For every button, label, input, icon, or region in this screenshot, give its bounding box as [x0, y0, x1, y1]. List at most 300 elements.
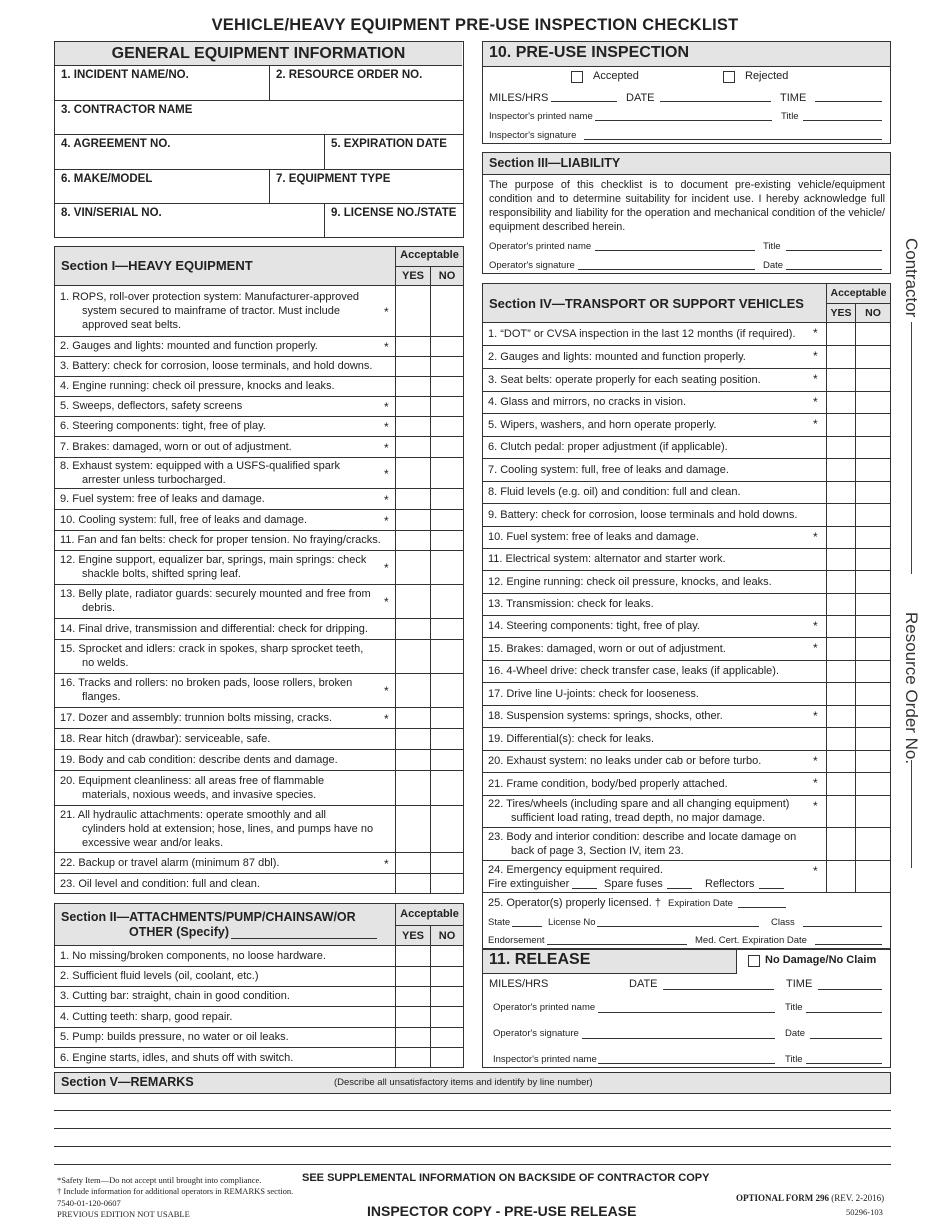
section1-item-line: 14. Final drive, transmission and differential: check for dripping.: [60, 623, 368, 635]
class-label: Class: [771, 917, 795, 928]
safety-star: *: [384, 595, 389, 609]
section2-item: 6. Engine starts, idles, and shuts off with switch.: [60, 1052, 294, 1064]
license-no-input[interactable]: [597, 926, 759, 927]
vin-serial-field[interactable]: 8. VIN/SERIAL NO.: [61, 207, 162, 219]
yes-cell[interactable]: [396, 640, 430, 672]
no-cell[interactable]: [431, 619, 463, 638]
operator-name-label: Operator's printed name: [489, 241, 592, 252]
no-cell[interactable]: [431, 987, 463, 1005]
yes-cell[interactable]: [396, 806, 430, 851]
specify-input[interactable]: [231, 938, 377, 939]
divider: [395, 925, 464, 926]
yes-cell[interactable]: [827, 594, 855, 614]
inspector-name-input[interactable]: [595, 120, 772, 121]
section1-item-line: flanges.: [82, 691, 121, 703]
yes-cell[interactable]: [396, 417, 430, 435]
no-cell[interactable]: [856, 683, 890, 704]
no-cell[interactable]: [856, 861, 890, 891]
class-input[interactable]: [803, 926, 882, 927]
reflectors-input[interactable]: [759, 888, 784, 889]
yes-cell[interactable]: [396, 750, 430, 769]
yes-cell[interactable]: [396, 987, 430, 1005]
liability-text-2: condition and to determine suitability for incident use. I hereby acknowledge full: [489, 193, 885, 205]
section1-item-line: 5. Sweeps, deflectors, safety screens: [60, 400, 243, 412]
no-cell[interactable]: [431, 531, 463, 549]
yes-cell[interactable]: [827, 728, 855, 749]
no-cell[interactable]: [431, 853, 463, 872]
no-cell[interactable]: [856, 728, 890, 749]
yes-cell[interactable]: [396, 531, 430, 549]
no-cell[interactable]: [431, 458, 463, 487]
yes-cell[interactable]: [396, 1048, 430, 1067]
state-label: State: [488, 917, 511, 928]
yes-label: YES: [401, 930, 424, 942]
section4-item-line: 23. Body and interior condition: describe and locate damage on: [488, 831, 797, 843]
section4-item-line: 11. Electrical system: alternator and starter work.: [488, 553, 726, 565]
liability-text-1: The purpose of this checklist is to document pre-existing vehicle/equipment: [489, 179, 885, 191]
release-header: 11. RELEASE: [489, 951, 591, 968]
section4-item-line: 15. Brakes: damaged, worn or out of adjustment.: [488, 643, 726, 655]
time-label: TIME: [786, 978, 813, 990]
yes-cell[interactable]: [396, 357, 430, 375]
no-cell[interactable]: [431, 946, 463, 965]
no-cell[interactable]: [856, 414, 890, 435]
yes-cell[interactable]: [827, 323, 855, 344]
fire-extinguisher-input[interactable]: [572, 888, 597, 889]
supplemental-note: SEE SUPPLEMENTAL INFORMATION ON BACKSIDE OF CONTRACTOR COPY: [302, 1172, 710, 1184]
spare-fuses-input[interactable]: [667, 888, 692, 889]
section4-item-line: 14. Steering components: tight, free of play.: [488, 620, 700, 632]
med-cert-label: Med. Cert. Expiration Date: [695, 935, 807, 946]
yes-cell[interactable]: [396, 771, 430, 804]
section1-item-line: 9. Fuel system: free of leaks and damage.: [60, 493, 265, 505]
safety-star: *: [384, 514, 389, 528]
section1-item-line: debris.: [82, 602, 116, 614]
safety-star: *: [813, 776, 818, 790]
no-cell[interactable]: [431, 771, 463, 804]
rejected-checkbox[interactable]: [723, 71, 735, 83]
endorsement-input[interactable]: [547, 944, 687, 945]
section4-item-line: 20. Exhaust system: no leaks under cab or before turbo.: [488, 755, 762, 767]
remarks-line[interactable]: [54, 1128, 891, 1129]
no-cell[interactable]: [856, 437, 890, 457]
safety-star: *: [384, 305, 389, 319]
yes-cell[interactable]: [827, 751, 855, 771]
yes-cell[interactable]: [396, 458, 430, 487]
no-cell[interactable]: [856, 616, 890, 636]
date-label: DATE: [626, 92, 655, 104]
section1-item-line: shackle bolts, shifted spring leaf.: [82, 568, 241, 580]
no-cell[interactable]: [856, 527, 890, 547]
section4-item-line: 3. Seat belts: operate properly for each seating position.: [488, 374, 761, 386]
yes-cell[interactable]: [396, 853, 430, 872]
safety-star: *: [813, 709, 818, 723]
inspector-signature-input[interactable]: [584, 139, 882, 140]
yes-cell[interactable]: [396, 489, 430, 508]
section4-item-line: 6. Clutch pedal: proper adjustment (if applicable).: [488, 441, 728, 453]
yes-cell[interactable]: [396, 946, 430, 965]
no-cell[interactable]: [431, 437, 463, 456]
no-cell[interactable]: [431, 377, 463, 395]
expiration-date-label: Expiration Date: [668, 898, 733, 909]
section4-item-line: 5. Wipers, washers, and horn operate properly.: [488, 419, 717, 431]
yes-cell[interactable]: [827, 482, 855, 502]
operator-signature-input[interactable]: [582, 1038, 775, 1039]
section1-item-line: 19. Body and cab condition: describe dents and damage.: [60, 754, 338, 766]
section4-item-line: 16. 4-Wheel drive: check transfer case, leaks (if applicable).: [488, 665, 780, 677]
section1-item-line: 15. Sprocket and idlers: crack in spokes, sharp sprocket teeth,: [60, 643, 364, 655]
no-cell[interactable]: [431, 397, 463, 415]
divider: [54, 169, 464, 170]
yes-cell[interactable]: [396, 1028, 430, 1046]
title-input[interactable]: [806, 1063, 882, 1064]
no-cell[interactable]: [431, 806, 463, 851]
divider: [482, 892, 891, 893]
safety-star: *: [384, 493, 389, 507]
title-label: Title: [785, 1002, 803, 1013]
section4-item-line: 1. “DOT” or CVSA inspection in the last 12 months (if required).: [488, 328, 796, 340]
section1-item-line: 21. All hydraulic attachments: operate smoothly and all: [60, 809, 326, 821]
no-cell[interactable]: [856, 773, 890, 794]
no-cell[interactable]: [431, 874, 463, 893]
divider: [826, 303, 891, 304]
section1-item-line: 12. Engine support, equalizer bar, springs, main springs: check: [60, 554, 367, 566]
inspector-name-label: Inspector's printed name: [493, 1054, 597, 1065]
title-input[interactable]: [786, 250, 882, 251]
no-cell[interactable]: [431, 1007, 463, 1026]
section1-item-line: 11. Fan and fan belts: check for proper tension. No fraying/cracks.: [60, 534, 381, 546]
no-cell[interactable]: [431, 729, 463, 748]
divider: [324, 203, 325, 238]
yes-label: YES: [401, 270, 424, 282]
acceptable-label: Acceptable: [400, 249, 459, 261]
section1-item-line: 4. Engine running: check oil pressure, knocks and leaks.: [60, 380, 335, 392]
section1-item-line: 1. ROPS, roll-over protection system: Manufacturer-approved: [60, 291, 359, 303]
yes-cell[interactable]: [396, 619, 430, 638]
yes-cell[interactable]: [827, 437, 855, 457]
resource-order-side-line[interactable]: [911, 760, 912, 868]
yes-cell[interactable]: [827, 861, 855, 891]
divider: [54, 100, 464, 101]
yes-cell[interactable]: [827, 796, 855, 826]
date-label: DATE: [629, 978, 658, 990]
no-cell[interactable]: [431, 1028, 463, 1046]
section4-item-line: 2. Gauges and lights: mounted and function properly.: [488, 351, 746, 363]
section1-item-line: 2. Gauges and lights: mounted and function properly.: [60, 340, 318, 352]
miles-hrs-label: MILES/HRS: [489, 92, 549, 104]
liability-text-3: responsibility and liability for the operation and mechanical condition of the vehicle/: [489, 207, 885, 219]
yes-cell[interactable]: [827, 616, 855, 636]
yes-cell[interactable]: [396, 286, 430, 335]
no-cell[interactable]: [856, 828, 890, 859]
section2-item: 4. Cutting teeth: sharp, good repair.: [60, 1011, 233, 1023]
equipment-type-field[interactable]: 7. EQUIPMENT TYPE: [276, 173, 391, 185]
section1-item-line: 23. Oil level and condition: full and clean.: [60, 878, 260, 890]
yes-cell[interactable]: [827, 392, 855, 412]
safety-star: *: [813, 349, 818, 363]
item-25-label: 25. Operator(s) properly licensed. †: [488, 897, 662, 909]
no-cell[interactable]: [856, 638, 890, 659]
operator-name-input[interactable]: [595, 250, 755, 251]
yes-cell[interactable]: [396, 1007, 430, 1026]
section1-item-line: system secured to mainframe of tractor. Must include: [82, 305, 340, 317]
time-input[interactable]: [818, 989, 882, 990]
agreement-no-field[interactable]: 4. AGREEMENT NO.: [61, 138, 171, 150]
safety-star: *: [813, 372, 818, 386]
divider: [269, 65, 270, 100]
pre-use-header: 10. PRE-USE INSPECTION: [489, 44, 690, 61]
state-input[interactable]: [512, 926, 542, 927]
section4-item-line: 10. Fuel system: free of leaks and damage.: [488, 531, 699, 543]
operator-name-label: Operator's printed name: [493, 1002, 596, 1013]
safety-star: *: [813, 530, 818, 544]
date-input[interactable]: [810, 1038, 882, 1039]
title-label: Title: [785, 1054, 803, 1065]
yes-cell[interactable]: [827, 828, 855, 859]
date-label: Date: [763, 260, 784, 271]
no-cell[interactable]: [856, 594, 890, 614]
expiration-date-field[interactable]: 5. EXPIRATION DATE: [331, 138, 447, 150]
yes-cell[interactable]: [396, 437, 430, 456]
safety-star: *: [384, 420, 389, 434]
accepted-label: Accepted: [593, 70, 639, 82]
contractor-side-label: Contractor: [902, 238, 921, 318]
no-cell[interactable]: [431, 708, 463, 727]
yes-cell[interactable]: [827, 773, 855, 794]
no-cell[interactable]: [856, 706, 890, 726]
no-cell[interactable]: [431, 337, 463, 355]
section4-item-line: 12. Engine running: check oil pressure, knocks, and leaks.: [488, 576, 772, 588]
accepted-checkbox[interactable]: [571, 71, 583, 83]
yes-cell[interactable]: [827, 346, 855, 367]
no-cell[interactable]: [856, 482, 890, 502]
yes-cell[interactable]: [827, 571, 855, 592]
yes-cell[interactable]: [396, 585, 430, 617]
previous-edition: PREVIOUS EDITION NOT USABLE: [57, 1209, 190, 1219]
no-cell[interactable]: [431, 357, 463, 375]
safety-star: *: [384, 441, 389, 455]
acceptable-label: Acceptable: [400, 908, 459, 920]
contractor-side-line[interactable]: [911, 322, 912, 574]
no-label: NO: [438, 930, 456, 942]
divider: [395, 266, 464, 267]
yes-cell[interactable]: [827, 638, 855, 659]
divider: [269, 169, 270, 203]
incident-name-field[interactable]: 1. INCIDENT NAME/NO.: [61, 69, 189, 81]
divider: [54, 134, 464, 135]
section1-item-line: 17. Dozer and assembly: trunnion bolts missing, cracks.: [60, 712, 333, 724]
expiration-date-input[interactable]: [738, 907, 786, 908]
yes-cell[interactable]: [396, 510, 430, 529]
no-cell[interactable]: [431, 417, 463, 435]
section1-item-line: 22. Backup or travel alarm (minimum 87 dbl).: [60, 857, 280, 869]
section4-item-line: 4. Glass and mirrors, no cracks in vision.: [488, 396, 687, 408]
make-model-field[interactable]: 6. MAKE/MODEL: [61, 173, 153, 185]
miles-hrs-input[interactable]: [551, 101, 617, 102]
safety-star: *: [813, 864, 818, 878]
yes-cell[interactable]: [827, 369, 855, 390]
section1-item-line: arrester unless turbocharged.: [82, 474, 226, 486]
safety-star: *: [813, 395, 818, 409]
no-cell[interactable]: [431, 585, 463, 617]
liability-header: Section III—LIABILITY: [489, 156, 621, 170]
no-cell[interactable]: [856, 661, 890, 681]
section1-item-line: 20. Equipment cleanliness: all areas free of flammable: [60, 775, 325, 787]
no-cell[interactable]: [856, 323, 890, 344]
yes-cell[interactable]: [396, 551, 430, 583]
safety-star: *: [384, 467, 389, 481]
no-cell[interactable]: [431, 1048, 463, 1067]
inspector-name-label: Inspector's printed name: [489, 111, 593, 122]
section2-item: 3. Cutting bar: straight, chain in good condition.: [60, 990, 290, 1002]
no-cell[interactable]: [856, 751, 890, 771]
title-input[interactable]: [806, 1012, 882, 1013]
date-input[interactable]: [660, 101, 771, 102]
section1-item-line: cylinders hold at extension; hose, lines, and pumps have no: [82, 823, 374, 835]
section4-item-line: back of page 3, Section IV, item 23.: [511, 845, 684, 857]
contractor-name-field[interactable]: 3. CONTRACTOR NAME: [61, 104, 193, 116]
title-label: Title: [763, 241, 781, 252]
yes-cell[interactable]: [396, 729, 430, 748]
section2-header-specify: OTHER (Specify): [129, 925, 230, 939]
operator-signature-label: Operator's signature: [493, 1028, 579, 1039]
copy-label: INSPECTOR COPY - PRE-USE RELEASE: [367, 1203, 637, 1219]
no-cell[interactable]: [431, 510, 463, 529]
section1-item-line: materials, noxious weeds, and invasive species.: [82, 789, 317, 801]
no-cell[interactable]: [431, 489, 463, 508]
section1-item-line: approved seat belts.: [82, 319, 182, 331]
remarks-line[interactable]: [54, 1146, 891, 1147]
no-cell[interactable]: [431, 551, 463, 583]
no-cell[interactable]: [856, 549, 890, 569]
yes-cell[interactable]: [827, 549, 855, 569]
inspector-signature-label: Inspector's signature: [489, 130, 577, 141]
safety-star: *: [813, 641, 818, 655]
safety-star: *: [813, 417, 818, 431]
rejected-label: Rejected: [745, 70, 789, 82]
safety-star: *: [813, 799, 818, 813]
operator-signature-label: Operator's signature: [489, 260, 575, 271]
section4-item-line: 18. Suspension systems: springs, shocks, other.: [488, 710, 723, 722]
no-cell[interactable]: [431, 967, 463, 985]
item-24-label: 24. Emergency equipment required.: [488, 864, 663, 876]
miles-hrs-label: MILES/HRS: [489, 978, 549, 990]
section1-item-line: excessive wear and/or leaks.: [82, 837, 224, 849]
section2-header: Section II—ATTACHMENTS/PUMP/CHAINSAW/OR: [61, 910, 356, 924]
no-cell[interactable]: [856, 571, 890, 592]
section1-item-line: 8. Exhaust system: equipped with a USFS-qualified spark: [60, 460, 341, 472]
section1-item-line: 10. Cooling system: full, free of leaks and damage.: [60, 514, 308, 526]
no-cell[interactable]: [856, 796, 890, 826]
no-label: NO: [865, 307, 881, 319]
remarks-note: (Describe all unsatisfactory items and identify by line number): [334, 1077, 593, 1088]
remarks-line[interactable]: [54, 1110, 891, 1111]
fire-extinguisher-label: Fire extinguisher: [488, 878, 570, 890]
form-revision: (REV. 2-2016): [831, 1193, 885, 1203]
no-damage-label: No Damage/No Claim: [765, 954, 877, 966]
safety-star: *: [384, 712, 389, 726]
time-input[interactable]: [815, 101, 882, 102]
operator-name-input[interactable]: [598, 1012, 775, 1013]
med-cert-input[interactable]: [815, 944, 882, 945]
yes-cell[interactable]: [396, 337, 430, 355]
remarks-title: Section V—REMARKS: [61, 1075, 194, 1089]
safety-star: *: [813, 326, 818, 340]
date-label: Date: [785, 1028, 806, 1039]
no-cell[interactable]: [856, 346, 890, 367]
yes-cell[interactable]: [827, 683, 855, 704]
license-no-label: License No: [548, 917, 596, 928]
no-damage-checkbox[interactable]: [748, 955, 760, 967]
resource-order-field[interactable]: 2. RESOURCE ORDER NO.: [276, 69, 423, 81]
section1-item-line: 6. Steering components: tight, free of play.: [60, 420, 266, 432]
yes-label: YES: [830, 307, 852, 319]
section4-item-line: 22. Tires/wheels (including spare and all changing equipment): [488, 798, 790, 810]
date-input[interactable]: [663, 989, 774, 990]
section4-item-line: 21. Frame condition, body/bed properly attached.: [488, 778, 728, 790]
section1-item-line: 18. Rear hitch (drawbar): serviceable, safe.: [60, 733, 271, 745]
date-input[interactable]: [786, 269, 882, 270]
yes-cell[interactable]: [827, 661, 855, 681]
spare-fuses-label: Spare fuses: [604, 878, 663, 890]
license-state-field[interactable]: 9. LICENSE NO./STATE: [331, 207, 457, 219]
yes-cell[interactable]: [396, 397, 430, 415]
section4-item-line: 7. Cooling system: full, free of leaks and damage.: [488, 464, 729, 476]
general-info-header: GENERAL EQUIPMENT INFORMATION: [55, 42, 462, 66]
safety-star: *: [384, 857, 389, 871]
yes-cell[interactable]: [396, 874, 430, 893]
section1-header: Section I—HEAVY EQUIPMENT: [61, 258, 253, 273]
no-cell[interactable]: [431, 640, 463, 672]
safety-star: *: [384, 684, 389, 698]
no-label: NO: [438, 270, 456, 282]
yes-cell[interactable]: [827, 459, 855, 480]
section1-item-line: 16. Tracks and rollers: no broken pads, loose rollers, broken: [60, 677, 353, 689]
acceptable-label: Acceptable: [830, 287, 887, 299]
yes-cell[interactable]: [827, 706, 855, 726]
section1-item-line: 13. Belly plate, radiator guards: securely mounted and free from: [60, 588, 371, 600]
yes-cell[interactable]: [827, 504, 855, 525]
yes-cell[interactable]: [396, 377, 430, 395]
inspector-name-input[interactable]: [598, 1063, 775, 1064]
section2-item: 5. Pump: builds pressure, no water or oil leaks.: [60, 1031, 289, 1043]
section4-item-line: sufficient load rating, tread depth, no major damage.: [511, 812, 766, 824]
operator-signature-input[interactable]: [578, 269, 755, 270]
yes-cell[interactable]: [396, 674, 430, 706]
safety-star: *: [813, 619, 818, 633]
yes-cell[interactable]: [396, 708, 430, 727]
no-cell[interactable]: [856, 392, 890, 412]
yes-cell[interactable]: [827, 414, 855, 435]
no-cell[interactable]: [856, 459, 890, 480]
no-cell[interactable]: [431, 286, 463, 335]
yes-cell[interactable]: [827, 527, 855, 547]
no-cell[interactable]: [856, 369, 890, 390]
nsn: 7540-01-120-0607: [57, 1198, 121, 1208]
section4-item-line: 9. Battery: check for corrosion, loose terminals and hold downs.: [488, 509, 798, 521]
safety-star: *: [384, 340, 389, 354]
title-input[interactable]: [803, 120, 882, 121]
section4-item-line: 13. Transmission: check for leaks.: [488, 598, 654, 610]
liability-text-4: equipment described herein.: [489, 221, 626, 233]
no-cell[interactable]: [431, 674, 463, 706]
section2-item: 2. Sufficient fluid levels (oil, coolant, etc.): [60, 970, 259, 982]
no-cell[interactable]: [431, 750, 463, 769]
remarks-line[interactable]: [54, 1164, 891, 1165]
no-cell[interactable]: [856, 504, 890, 525]
yes-cell[interactable]: [396, 967, 430, 985]
divider: [324, 134, 325, 169]
